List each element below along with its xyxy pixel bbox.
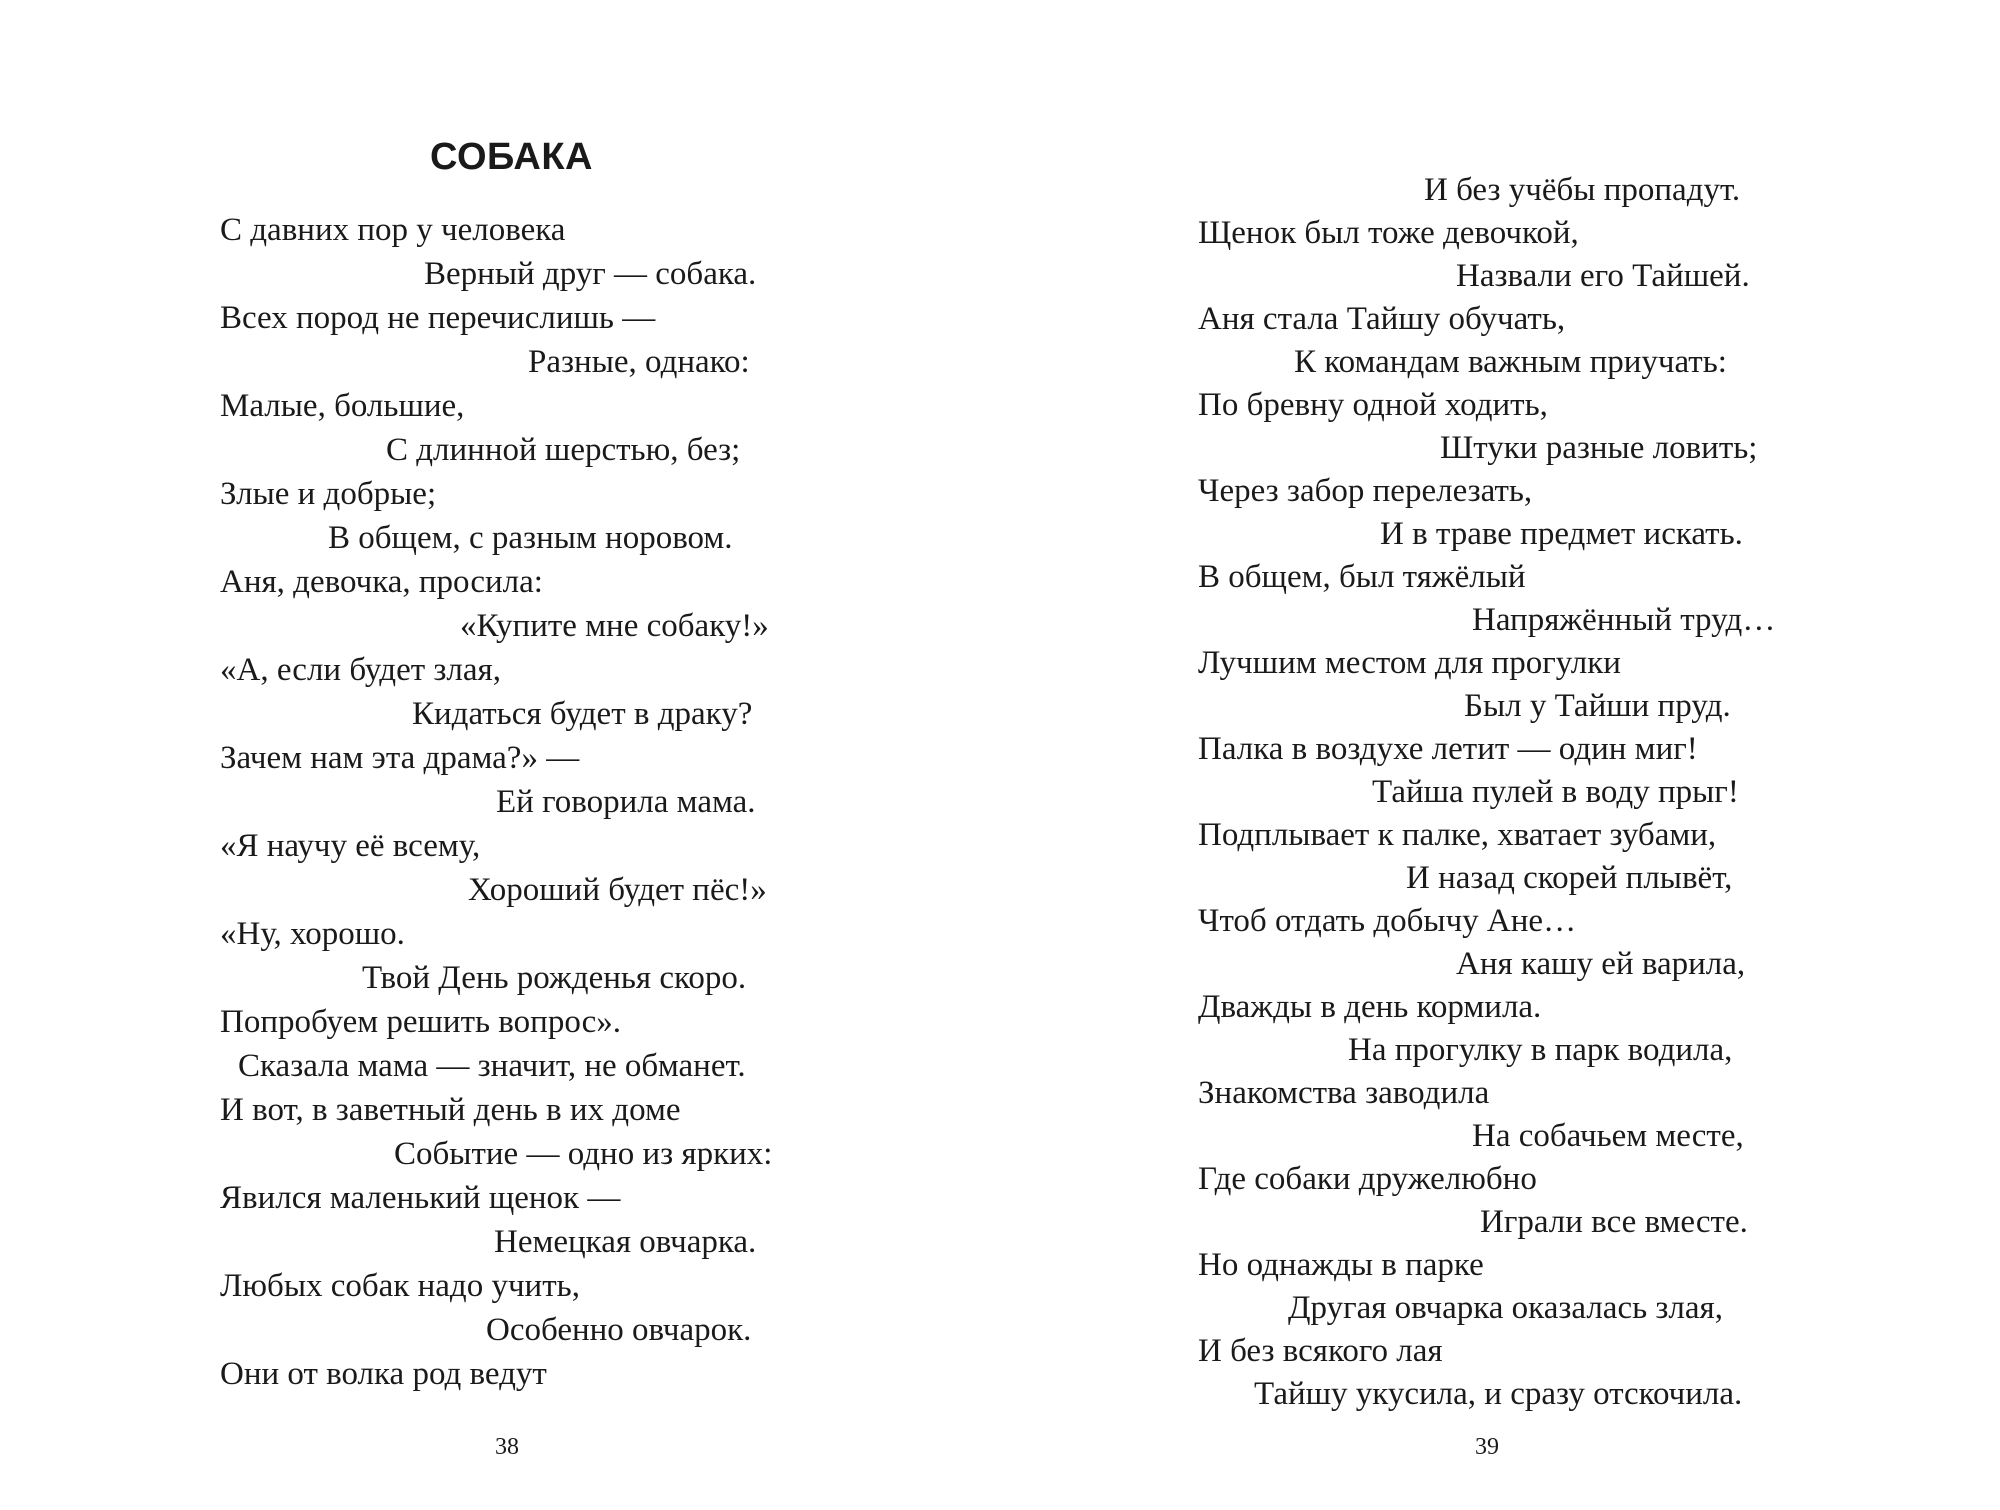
verse-line: Аня стала Тайшу обучать,: [1198, 301, 1566, 337]
verse-line: По бревну одной ходить,: [1198, 387, 1548, 423]
verse-line: Через забор перелезать,: [1198, 473, 1533, 509]
verse-line: Аня, девочка, просила:: [220, 564, 543, 600]
verse-line: На прогулку в парк водила,: [1348, 1032, 1733, 1068]
verse-line: К командам важным приучать:: [1294, 344, 1727, 380]
verse-line: Другая овчарка оказалась злая,: [1288, 1290, 1723, 1326]
verse-line: Играли все вместе.: [1480, 1204, 1748, 1240]
verse-line: Событие — одно из ярких:: [394, 1136, 773, 1172]
verse-line: Сказала мама — значит, не обманет.: [238, 1048, 746, 1084]
verse-line: Напряжённый труд…: [1472, 602, 1776, 638]
verse-line: Подплывает к палке, хватает зубами,: [1198, 817, 1717, 853]
verse-line: На собачьем месте,: [1472, 1118, 1744, 1154]
verse-line: И назад скорей плывёт,: [1406, 860, 1733, 896]
verse-line: Любых собак надо учить,: [220, 1268, 580, 1304]
verse-line: «Купите мне собаку!»: [460, 608, 769, 644]
verse-line: Верный друг — собака.: [424, 256, 757, 292]
verse-line: Явился маленький щенок —: [220, 1180, 621, 1216]
verse-line: И без учёбы пропадут.: [1424, 172, 1741, 208]
verse-line: Твой День рожденья скоро.: [362, 960, 747, 996]
verse-line: «Я научу её всему,: [220, 828, 481, 864]
verse-line: «А, если будет злая,: [220, 652, 501, 688]
verse-line: «Ну, хорошо.: [220, 916, 405, 952]
verse-line: Они от волка род ведут: [220, 1356, 547, 1392]
verse-line: Немецкая овчарка.: [494, 1224, 757, 1260]
verse-line: Ей говорила мама.: [496, 784, 756, 820]
verse-line: Был у Тайши пруд.: [1464, 688, 1731, 724]
verse-line: Зачем нам эта драма?» —: [220, 740, 580, 776]
verse-line: Щенок был тоже девочкой,: [1198, 215, 1579, 251]
page-number: 39: [1475, 1434, 1499, 1460]
verse-line: Аня кашу ей варила,: [1456, 946, 1746, 982]
verse-line: Где собаки дружелюбно: [1198, 1161, 1537, 1197]
verse-line: Но однажды в парке: [1198, 1247, 1484, 1283]
verse-line: Разные, однако:: [528, 344, 750, 380]
verse-line: Хороший будет пёс!»: [468, 872, 767, 908]
verse-line: В общем, был тяжёлый: [1198, 559, 1526, 595]
verse-line: Всех пород не перечислишь —: [220, 300, 656, 336]
verse-line: Дважды в день кормила.: [1198, 989, 1542, 1025]
page-number: 38: [495, 1434, 519, 1460]
verse-line: Палка в воздухе летит — один миг!: [1198, 731, 1698, 767]
verse-line: Попробуем решить вопрос».: [220, 1004, 622, 1040]
verse-line: Штуки разные ловить;: [1440, 430, 1758, 466]
verse-line: Малые, большие,: [220, 388, 465, 424]
verse-line: Лучшим местом для прогулки: [1198, 645, 1621, 681]
verse-line: В общем, с разным норовом.: [328, 520, 733, 556]
verse-line: Тайша пулей в воду прыг!: [1372, 774, 1739, 810]
poem-title: СОБАКА: [430, 136, 593, 178]
verse-line: Чтоб отдать добычу Ане…: [1198, 903, 1577, 939]
verse-line: И в траве предмет искать.: [1380, 516, 1743, 552]
verse-line: И вот, в заветный день в их доме: [220, 1092, 681, 1128]
verse-line: Кидаться будет в драку?: [412, 696, 753, 732]
right-page: [1000, 0, 2000, 1510]
verse-line: Злые и добрые;: [220, 476, 437, 512]
verse-line: Тайшу укусила, и сразу отскочила.: [1254, 1376, 1743, 1412]
verse-line: Особенно овчарок.: [486, 1312, 752, 1348]
verse-line: С длинной шерстью, без;: [386, 432, 741, 468]
verse-line: С давних пор у человека: [220, 212, 566, 248]
verse-line: Знакомства заводила: [1198, 1075, 1490, 1111]
verse-line: Назвали его Тайшей.: [1456, 258, 1750, 294]
verse-line: И без всякого лая: [1198, 1333, 1443, 1369]
